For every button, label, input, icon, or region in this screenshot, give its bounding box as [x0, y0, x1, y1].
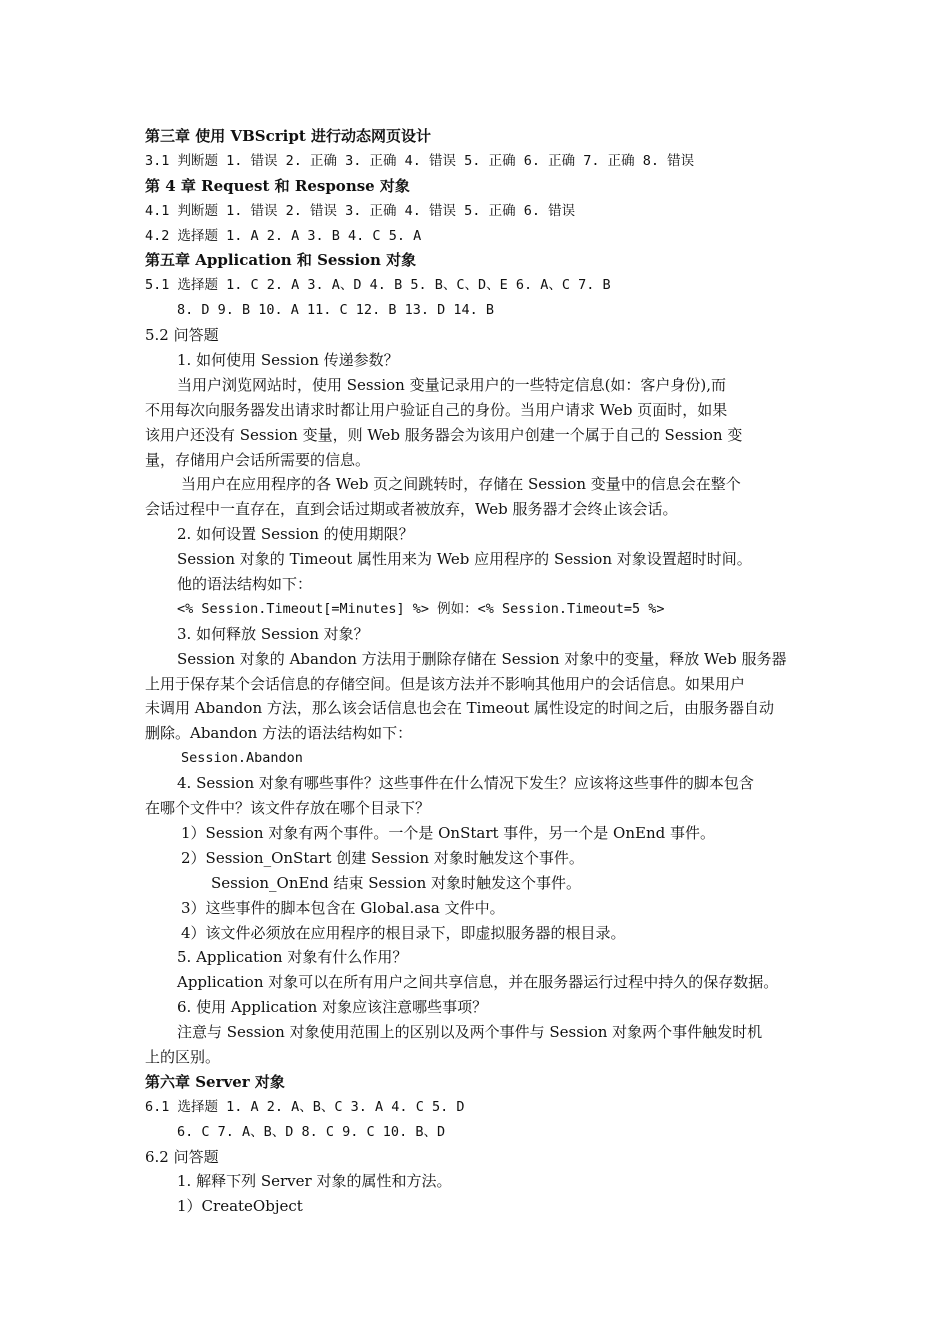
paragraph-line: 4. Session 对象有哪些事件？这些事件在什么情况下发生？应该将这些事件的脚本包含	[177, 774, 754, 793]
answer-line: 6.1 选择题 1. A 2. A、B、C 3. A 4. C 5. D	[145, 1098, 465, 1115]
answer-line: Session.Abandon	[181, 750, 303, 767]
paragraph-line: 1. 解释下列 Server 对象的属性和方法。	[177, 1172, 452, 1191]
paragraph-line: 4）该文件必须放在应用程序的根目录下，即虚拟服务器的根目录。	[181, 923, 626, 942]
paragraph-line: 6. 使用 Application 对象应该注意哪些事项？	[177, 998, 488, 1017]
paragraph-line: 1）CreateObject	[177, 1197, 303, 1216]
paragraph-line: Session 对象的 Abandon 方法用于删除存储在 Session 对象中的变量，释放 Web 服务器	[177, 649, 787, 668]
paragraph-line: 6.2 问答题	[145, 1147, 219, 1166]
paragraph-line: 该用户还没有 Session 变量，则 Web 服务器会为该用户创建一个属于自己的 Session 变	[145, 425, 743, 444]
paragraph-line: 删除。Abandon 方法的语法结构如下：	[145, 724, 413, 743]
answer-line: 5.1 选择题 1. C 2. A 3. A、D 4. B 5. B、C、D、E 6. A、C 7. B	[145, 277, 611, 294]
paragraph-line: 在哪个文件中？该文件存放在哪个目录下？	[145, 799, 431, 818]
paragraph-line: 会话过程中一直存在，直到会话过期或者被放弃，Web 服务器才会终止该会话。	[145, 500, 678, 519]
paragraph-line: Session_OnEnd 结束 Session 对象时触发这个事件。	[211, 873, 582, 892]
paragraph-line: 1. 如何使用 Session 传递参数？	[177, 351, 399, 370]
paragraph-line: 5. Application 对象有什么作用？	[177, 948, 408, 967]
document-page	[145, 124, 825, 1219]
paragraph-line: 1）Session 对象有两个事件。一个是 OnStart 事件，另一个是 OnEnd 事件。	[181, 823, 715, 842]
paragraph-line: 3. 如何释放 Session 对象？	[177, 624, 369, 643]
paragraph-line: 上的区别。	[145, 1047, 221, 1066]
paragraph-line: 2. 如何设置 Session 的使用期限？	[177, 525, 414, 544]
paragraph-line: 当用户浏览网站时，使用 Session 变量记录用户的一些特定信息(如：客户身份),而	[177, 375, 727, 394]
answer-line: 4.2 选择题 1. A 2. A 3. B 4. C 5. A	[145, 227, 422, 244]
paragraph-line: 3）这些事件的脚本包含在 Global.asa 文件中。	[181, 898, 505, 917]
answer-line: <% Session.Timeout[=Minutes] %> 例如：<% Session.Timeout=5 %>	[177, 600, 665, 617]
chapter-heading: 第六章 Server 对象	[145, 1072, 285, 1091]
answer-line: 3.1 判断题 1. 错误 2. 正确 3. 正确 4. 错误 5. 正确 6. 正确 7. 正确 8. 错误	[145, 152, 695, 169]
paragraph-line: Application 对象可以在所有用户之间共享信息，并在服务器运行过程中持久的保存数据。	[177, 973, 779, 992]
paragraph-line: 当用户在应用程序的各 Web 页之间跳转时，存储在 Session 变量中的信息会在整个	[181, 475, 741, 494]
answer-line: 8. D 9. B 10. A 11. C 12. B 13. D 14. B	[177, 302, 494, 319]
answer-line: 4.1 判断题 1. 错误 2. 错误 3. 正确 4. 错误 5. 正确 6. 错误	[145, 202, 576, 219]
answer-line: 6. C 7. A、B、D 8. C 9. C 10. B、D	[177, 1123, 446, 1140]
paragraph-line: 量，存储用户会话所需要的信息。	[145, 450, 371, 469]
chapter-heading: 第 4 章 Request 和 Response 对象	[145, 176, 410, 195]
paragraph-line: Session 对象的 Timeout 属性用来为 Web 应用程序的 Session 对象设置超时时间。	[177, 550, 752, 569]
chapter-heading: 第三章 使用 VBScript 进行动态网页设计	[145, 127, 431, 145]
paragraph-line: 注意与 Session 对象使用范围上的区别以及两个事件与 Session 对象两个事件触发时机	[177, 1023, 763, 1042]
paragraph-line: 他的语法结构如下：	[177, 575, 313, 594]
paragraph-line: 不用每次向服务器发出请求时都让用户验证自己的身份。当用户请求 Web 页面时，如果	[145, 400, 728, 419]
paragraph-line: 2）Session_OnStart 创建 Session 对象时触发这个事件。	[181, 848, 584, 867]
paragraph-line: 5.2 问答题	[145, 326, 219, 345]
paragraph-line: 上用于保存某个会话信息的存储空间。但是该方法并不影响其他用户的会话信息。如果用户	[145, 674, 746, 693]
chapter-heading: 第五章 Application 和 Session 对象	[145, 251, 417, 270]
paragraph-line: 未调用 Abandon 方法，那么该会话信息也会在 Timeout 属性设定的时间之后，由服务器自动	[145, 699, 775, 718]
